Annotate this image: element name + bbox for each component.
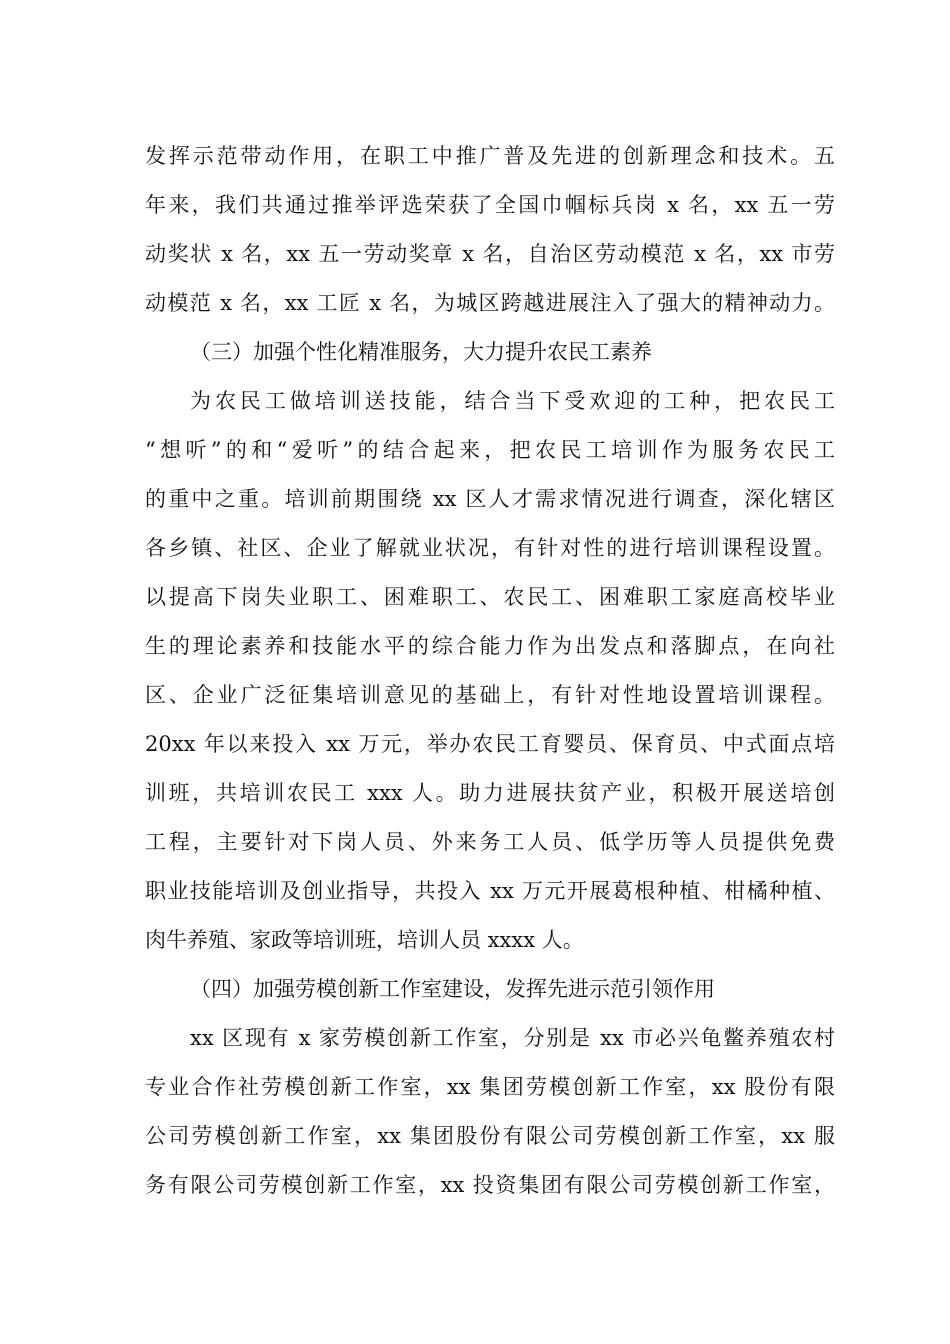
text-line: 以提高下岗失业职工、困难职工、农民工、困难职工家庭高校毕业 (145, 585, 835, 609)
text-line: 公司劳模创新工作室，xx 集团股份有限公司劳模创新工作室，xx 服 (145, 1124, 835, 1148)
text-line: 专业合作社劳模创新工作室，xx 集团劳模创新工作室，xx 股份有限 (145, 1075, 835, 1099)
section-heading: （四）加强劳模创新工作室建设，发挥先进示范引领作用 (190, 977, 715, 1001)
text-line: 务有限公司劳模创新工作室，xx 投资集团有限公司劳模创新工作室， (145, 1173, 835, 1197)
text-line: 工程，主要针对下岗人员、外来务工人员、低学历等人员提供免费 (145, 830, 835, 854)
text-line: 生的理论素养和技能水平的综合能力作为出发点和落脚点，在向社 (145, 634, 835, 658)
section-heading: （三）加强个性化精准服务，大力提升农民工素养 (190, 340, 652, 364)
text-line: “想听”的和“爱听”的结合起来，把农民工培训作为服务农民工 (145, 438, 835, 462)
text-line: 动模范 x 名，xx 工匠 x 名，为城区跨越进展注入了强大的精神动力。 (145, 291, 835, 315)
body-text (145, 132, 835, 1210)
text-line: 各乡镇、社区、企业了解就业状况，有针对性的进行培训课程设置。 (145, 536, 835, 560)
text-line: 区、企业广泛征集培训意见的基础上，有针对性地设置培训课程。 (145, 683, 835, 707)
text-line: 训班，共培训农民工 xxx 人。助力进展扶贫产业，积极开展送培创 (145, 781, 835, 805)
text-line: 为农民工做培训送技能，结合当下受欢迎的工种，把农民工 (190, 389, 835, 413)
text-line: 职业技能培训及创业指导，共投入 xx 万元开展葛根种植、柑橘种植、 (145, 879, 835, 903)
text-line: 年来，我们共通过推举评选荣获了全国巾帼标兵岗 x 名，xx 五一劳 (145, 193, 835, 217)
text-line: 肉牛养殖、家政等培训班，培训人员 xxxx 人。 (145, 928, 584, 952)
text-line: xx 区现有 x 家劳模创新工作室，分别是 xx 市必兴龟鳖养殖农村 (190, 1026, 835, 1050)
text-line: 发挥示范带动作用，在职工中推广普及先进的创新理念和技术。五 (145, 144, 835, 168)
text-line: 的重中之重。培训前期围绕 xx 区人才需求情况进行调查，深化辖区 (145, 487, 835, 511)
text-line: 动奖状 x 名，xx 五一劳动奖章 x 名，自治区劳动模范 x 名，xx 市劳 (145, 242, 835, 266)
text-line: 20xx 年以来投入 xx 万元，举办农民工育婴员、保育员、中式面点培 (145, 732, 835, 756)
